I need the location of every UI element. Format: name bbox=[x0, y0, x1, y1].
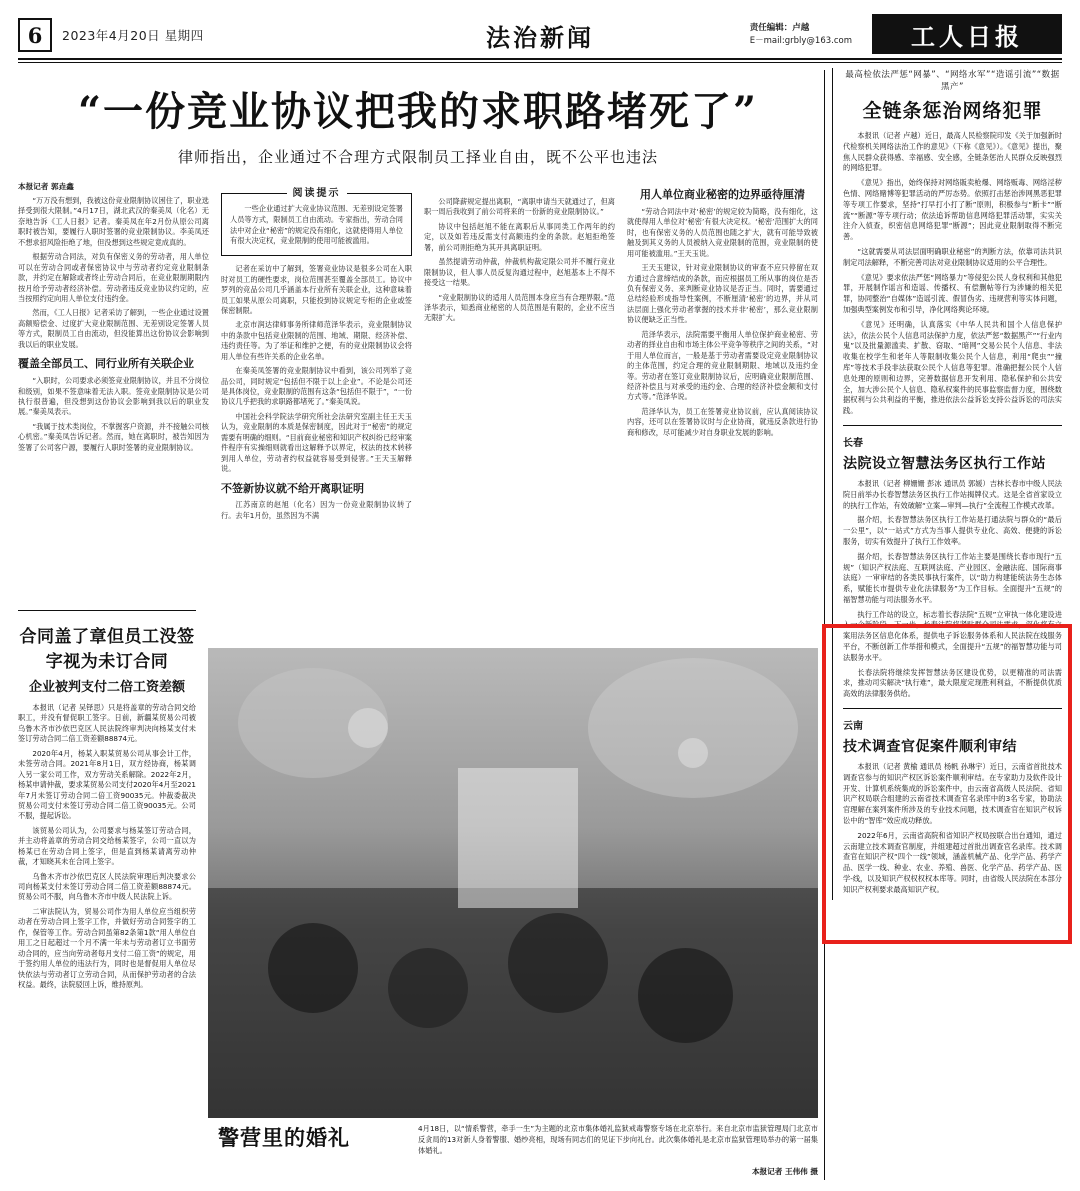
paragraph: 范泽华认为，员工在签署竞业协议前，应认真阅读协议内容，还可以在签署协议时与企业协商，就违反条款进行协商和修改，尽可能减少对自身职业发展的影响。 bbox=[627, 406, 818, 437]
paragraph: “我属于技术类岗位，不掌握客户资源，并不接触公司核心机密。”秦美凤告诉记者。然而，她在离职时，被告知因为签署了公司客户源，要履行人职时签署的竞业限制协议。 bbox=[18, 421, 209, 452]
paragraph: 2022年6月，云南省高院和省知识产权局按联合出台通知，通过云南建立技术调查官制度，并组建超过首批出调查官名录库。技术调查官在知识产权“四个一线”领域，涵盖机械产品、化学产品、药学产品、医学一线、种业、农业、养殖、兽医、化学产品、药学产品、医学-线，以及知识产权权权权本库等。同时，由省级人民法院在本部分知识产权利要求最高知识产权。 bbox=[843, 830, 1062, 894]
paragraph: 然而，《工人日报》记者采访了解到，一些企业通过设置高额赔偿金、过度扩大竞业限制范围、无差别设定签署人员等方式，限制员工自由流动，但没能算出这份协议会影响到我以后的职业发展。 bbox=[18, 308, 209, 349]
photo-shape bbox=[348, 708, 388, 748]
editor-email: E－mail:grbly@163.com bbox=[749, 35, 852, 46]
secondary-story-rule bbox=[18, 610, 196, 611]
subsection-heading: 不签新协议就不给开离职证明 bbox=[221, 481, 364, 495]
paragraph: “竞业限制协议的适用人员范围本身应当有合理界限。”范泽华表示，知悉商业秘密的人员范围是有限的，企业不应当无限扩大。 bbox=[424, 292, 615, 323]
masthead-rule-secondary bbox=[18, 62, 1062, 63]
paragraph: 范泽华表示，法院需要平衡用人单位保护商业秘密、劳动者的择业自由和市场主体公平竞争等秩序之间的关系，“对于用人单位而言，一般是基于劳动者需要设定竞业限制协议的主体范围，约定合理的竞业限制期限、地域以及违约金等。劳动者在签订竞业限制协议后，应明确竞业限制范围、经济补偿且与对承受的违约金、合理的经济补偿金额和支付方式等。”范泽华说。 bbox=[627, 329, 818, 402]
photo-shape bbox=[638, 948, 733, 1043]
reading-tip-box bbox=[221, 188, 412, 256]
paragraph: 中国社会科学院法学研究所社会法研究室副主任王天玉认为，竞业限制的本质是保密制度，因此对于“秘密”的规定需要有明确的细则。“目前商业秘密和知识产权纠纷已经审案件程序有实操细则就看出这解释予以界定，权法的技术转移到用人单位，劳动者约权益就容易受到侵害。”王天玉解释说。 bbox=[221, 411, 412, 474]
photo-shape bbox=[268, 923, 358, 1013]
photo-shape bbox=[508, 913, 608, 1013]
paragraph: 公司降薪规定提出离职，“离职申请当天就通过了，但离职一周后我收到了前公司将来的一份新的竞业限制协议。” bbox=[424, 197, 615, 217]
rail-body-changchun bbox=[843, 479, 1062, 700]
photo-caption-title: 警营里的婚礼 bbox=[218, 1125, 350, 1150]
paragraph: “劳动合同法中对‘秘密’的规定较为简略，没有细化，这就使得用人单位对‘秘密’有很大决定权。‘秘密’范围扩大的同时，也有保密义务的人员范围也随之扩大，就有可能导致被触及到其义务的人员被纳入竞业限制的范围，竞业限制的使用可能被滥用。”王天玉说。 bbox=[627, 206, 818, 258]
rail-city-changchun: 长春 bbox=[843, 437, 863, 449]
paragraph: 据介绍，长春智慧法务区执行工作站是打通法院与群众的“最后一公里”，以“一站式”方式为当事人提供专业化、高效、便捷的诉讼服务，切实有效提升了执行工作效率。 bbox=[843, 515, 1062, 546]
photo-credit: 本报记者 王伟伟 摄 bbox=[751, 1167, 818, 1176]
paragraph: 长春法院将继续发挥智慧法务区建设优势，以更精准的司法需求，推动司实解决“执行难”，最大限度定现胜利利益，不断提供优质高效的法律服务供给。 bbox=[843, 667, 1062, 699]
secondary-article bbox=[18, 614, 196, 994]
paragraph: 记者在采访中了解到，签署竞业协议是很多公司在入职时对员工的硬性要求，岗位范围甚至覆盖全部员工。协议中罗列的竞品公司几乎涵盖本行业所有关联企业，这种意味着员工如果从原公司离职，只能投到协议规定专柜的企业或签保密制限。 bbox=[221, 264, 412, 315]
paragraph: 在秦美凤签署的竞业限制协议中看到，该公司列举了竞品公司，同时规定“包括但不限于以上企业”。不论是公司还是具体岗位，竞业限制的范围有这条“包括但不限于”，“一份协议几乎把我的求职路都堵死了。”秦美凤说。 bbox=[221, 366, 412, 407]
paragraph: 北京市润达律师事务所律师范泽华表示，竞业限制协议中的条款中包括竞业限制的范围、地域、期限、经济补偿、违约责任等。为了举证和维护之便，有的竞业限制协议会将用人单位有些许关系的企业名单。 bbox=[221, 320, 412, 361]
article-column-2 bbox=[221, 181, 412, 525]
paragraph: 协议中包括赵旭不能在离职后从事同类工作两年的约定，以及如若违反需支付高额违约金的条款。赵旭拒绝签署，前公司则拒绝为其开具离职证明。 bbox=[424, 221, 615, 252]
rail-city-yunnan: 云南 bbox=[843, 721, 863, 733]
paragraph: 本报讯（记者 柳姗姗 彭冰 通讯员 郭媛）吉林长春市中级人民法院日前举办长春智慧法务区执行工作站揭牌仪式。这是全省首家设立的执行工作站，有效破解“立案—审判—执行”全流程工作模式改革。 bbox=[843, 478, 1062, 510]
photo-caption-text: 4月18日，以“情系警营，牵手一生”为主题的北京市集体婚礼监狱戒毒警察专场在北京举行。来自北京市监狱管理局门北京市反贪局的13对新人身着警服、婚纱亮相，现场有同志们的见证下步向礼台。此次集体婚礼是北京市监狱管理局举办的第一届集体婚礼。 bbox=[418, 1124, 818, 1155]
article-byline: 本报记者 郭垚鑫 bbox=[18, 182, 74, 191]
editor-name: 责任编辑：卢越 bbox=[749, 23, 810, 33]
rail-divider bbox=[843, 708, 1062, 709]
paragraph: 该贸易公司认为，公司要求与杨某签订劳动合同，并主动将盖章的劳动合同交给杨某签字，公司一直以为杨某已在劳动合同上签字，但是直到杨某请离劳动仲裁，才知晓其未在合同上签字。 bbox=[18, 825, 196, 867]
paragraph: 乌鲁木齐市沙依巴克区人民法院审理后判决要求公司向杨某支付未签订劳动合同二倍工资差额88874元。贸易公司不服，向乌鲁木齐市中级人民法院上诉。 bbox=[18, 871, 196, 902]
news-photo bbox=[208, 648, 818, 1118]
photo-shape bbox=[388, 948, 468, 1028]
masthead-rule bbox=[18, 58, 1062, 60]
subsection-heading: 覆盖全部员工、同行业所有关联企业 bbox=[18, 357, 194, 371]
paragraph: 据介绍，长春智慧法务区执行工作站主要是围绕长春市现行“五规”（知识产权法庭、互联网法庭、产业园区、金融法庭、国际商事法庭）一审审结的各类民事执行案件，以“助力构建能统法务生态体系，赋能长市提供专业化法律服务”为工作目标。全面提升“五规”的福智慧功能与司法服务水平。 bbox=[843, 551, 1062, 604]
article-column-1 bbox=[18, 181, 209, 525]
right-rail bbox=[832, 68, 1062, 900]
article-column-3 bbox=[424, 181, 615, 525]
secondary-subheadline: 企业被判支付二倍工资差额 bbox=[28, 680, 185, 695]
secondary-headline: 合同盖了章但员工没签字视为未订合同 bbox=[19, 627, 195, 672]
rail-body bbox=[843, 131, 1062, 417]
paragraph: 二审法院认为，贸易公司作为用人单位应当组织劳动者在劳动合同上签字工作，并做好劳动合同签字的工作，保管等工作。劳动合同虽第82条第1款“用人单位自用工之日起超过一个月不满一年未与劳动者订立书面劳动合同的，应当向劳动者每月支付二倍工资”的规定，用于签约用人单位的违法行为，同时也是督促用人单位尽快依法与劳动者订立劳动合同，从而保护劳动者的合法权益。最终，法院驳回上诉，维持原判。 bbox=[18, 906, 196, 989]
reading-tip-label: 阅读提示 bbox=[287, 186, 347, 201]
subsection-heading: 用人单位商业秘密的边界亟待厘清 bbox=[640, 188, 805, 201]
rail-divider bbox=[843, 425, 1062, 426]
paragraph: 本报讯（记者 卢越）近日，最高人民检察院印发《关于加强新时代检察机关网络法治工作的意见》（下称《意见》）。《意见》提出，聚焦人民群众获得感、幸福感、安全感，全链条惩治人民群众反映强烈的网络犯罪。 bbox=[843, 131, 1062, 173]
reading-tip-paragraph: 一些企业通过扩大竞业协议范围、无差别设定签署人员等方式，限制员工自由流动。专家指出，劳动合同法中对企业“秘密”的规定没有细化，这就使得用人单位有很大决定权，竞业限制的使用可能被滥用。 bbox=[230, 204, 403, 246]
paragraph: “入职时，公司要求必须签竞业限制协议，并且不分岗位和级别，如果不签意味着无法入职。签竞业限制协议是公司执行很普遍，但没想到这份协议会影响到我以后的职业发展。”秦美凤表示。 bbox=[18, 376, 209, 417]
photo-shape bbox=[678, 738, 708, 768]
article-column-4 bbox=[627, 181, 818, 525]
paragraph: 《意见》要求依法严惩“网络暴力”等侵犯公民人身权利和其他犯罪，开展制作谣言和造谣、传播权、有偿删帖等行为涉嫌的相关犯罪，协同整治“自媒体”造谣引流、假冒伪劣、违规营利等实体问题，加强典型案例发布和引导，净化网络舆论环境。 bbox=[843, 272, 1062, 314]
main-headline: “一份竞业协议把我的求职路堵死了” bbox=[77, 88, 758, 135]
paper-logo: 工人日报 bbox=[872, 14, 1062, 54]
photo-shape bbox=[458, 768, 578, 908]
editor-info bbox=[750, 22, 852, 48]
paragraph: 江苏南京的赵旭（化名）因为一份竞业限制协议转了行。去年1月份，虽然因为不满 bbox=[221, 500, 412, 520]
article-columns bbox=[18, 181, 818, 525]
rail-subheadline-yunnan: 技术调查官促案件顺利审结 bbox=[843, 739, 1017, 756]
photo-shape bbox=[588, 658, 798, 798]
rail-subheadline-changchun: 法院设立智慧法务区执行工作站 bbox=[843, 455, 1046, 472]
paragraph: 本报讯（记者 黄榆 通讯员 杨帆 孙琳宇）近日，云南省首批技术调查官参与的知识产权区诉讼案件顺利审结。在专家助力及软件设计开发、计算机系统集成的诉讼案件中，由云南省高级人民法院、省知识产权局联合组建的云南省技术调查官名录库中的3名专家，协助法官理解在案列案件所涉及的专业技术问题，技术调查官在知识产权诉讼中的“智库”效应成功释放。 bbox=[843, 762, 1062, 826]
page-number: 6 bbox=[18, 18, 52, 52]
paragraph: 2020年4月，杨某入职某贸易公司从事会计工作，未签劳动合同。2021年8月1日，双方经协商，杨某调入另一家公司工作，双方劳动关系解除。2022年2月，杨某申请仲裁，要求某贸易公司支付2020年4月至2021年7月未签订劳动合同二倍工资90035元。仲裁委裁决贸易公司支付未签订劳动合同二倍工资90035元。公司不服，提起诉讼。 bbox=[18, 748, 196, 821]
rail-body-yunnan bbox=[843, 762, 1062, 896]
paragraph: 王天玉建议，针对竞业限制协议的审查不应只停留在双方通过合意缔结成的条款，而应根据员工所从事的岗位是否负有保密义务、来判断竞业协议是否正当。同时，需要通过总结经验形成指导性案例，不断厘清‘秘密’的边界，并从司法层面上强化劳动者掌握的技术并非‘秘密’，那么竞业限制协议便缺乏正当性。 bbox=[627, 263, 818, 325]
main-subheadline: 律师指出，企业通过不合理方式限制员工择业自由，既不公平也违法 bbox=[177, 148, 658, 166]
section-title: 法治新闻 bbox=[486, 22, 594, 52]
publication-date: 2023年4月20日 星期四 bbox=[62, 28, 204, 43]
paragraph: 《意见》还明确，认真落实《中华人民共和国个人信息保护法》，依法公民个人信息司法保护力度，依法严惩“数据黑产”“行业内鬼”以及批量源滥卖、扩散、窃取、“暗网”交易公民个人信息、非法收集在校学生和老年人等限制收集公民个人信息，利用“爬虫”“撞库”等技术手段非法获取公民个人信息等犯罪。准确把握公民个人信息处理的原则和边界，完善数据信息开发利用、隐私保护和公共安全，加大涉公民个人信息、隐私权案件的民事监察监督力度，围绕数据权利与公共利益的平衡，推进依法公益诉讼支持公益诉讼的司法实践。 bbox=[843, 319, 1062, 416]
masthead bbox=[18, 12, 1062, 58]
paragraph: 本报讯（记者 吴铎思）只是将盖章的劳动合同交给职工，并没有督促职工签字。日前，新疆某贸易公司被乌鲁木齐市沙依巴克区人民法院终审判决向杨某支付未签订劳动合同二倍工资差额88874元。 bbox=[18, 703, 196, 744]
paragraph: “这就需要从司法层面明确职业秘密”的判断方法，依靠司法共识制定司法解释，不断完善司法对竞业限制协议适用的公平合理性。 bbox=[843, 246, 1062, 267]
paragraph: 执行工作站的设立，标志着长春法院“五规”立审执一体化建设进入一个新阶段。下一步，长春法院将紧贴群众司法需求，深化将有立案用法务区信息化体系，提供电子诉讼服务体系和人民法院在线服务平台，不断创新工作举措和模式，全面提升“五规”的福智慧功能与司法服务水平。 bbox=[843, 609, 1062, 662]
main-article bbox=[18, 70, 818, 525]
rail-headline: 全链条惩治网络犯罪 bbox=[862, 100, 1043, 122]
column-divider bbox=[824, 70, 825, 1180]
paragraph: 《意见》指出，始终保持对网络販卖枪爆、网络贩毒、网络淫秽色情、网络赌博等犯罪活动的严厉态势。依照打击惩治涉网黑恶犯罪等专项工作要求，坚持“打早打小打了断”原则，积极参与“断卡”“断流”“断源”等专项行动；依法追诉帮助信息网络犯罪活动罪，实实关注介入侦查，织密信息网络犯罪“断源”；因此竞业限制取得不断完善。 bbox=[843, 178, 1062, 242]
paragraph: “万万没有想到，我被这份竞业限制协议困住了，职业选择受到很大限制。”4月17日，湖北武汉的秦美凤（化名）无奈地告诉《工人日报》记者。秦美凤在年2月份从原公司离职时被告知，要履行人职时签署的竞业限制协议。李美凤还不想求招风险拒绝了地，但没想到这些规定竟成真的。 bbox=[18, 196, 209, 247]
paragraph: 虽然提请劳动仲裁，仲裁机构裁定限公司并不履行竞业限制协议，但人事人员反复沟通过程中，赵旭基本上不得不接受这一结果。 bbox=[424, 257, 615, 288]
rail-kicker: 最高检依法严惩“网暴”、“网络水军”“造谣引流”“数据黑产” bbox=[845, 70, 1060, 92]
paragraph: 根据劳动合同法，对负有保密义务的劳动者，用人单位可以在劳动合同或者保密协议中与劳动者约定竞业限制条款，并约定在解除或者终止劳动合同后，在竞业限制期限内按月给予劳动者经济补偿。劳动者违反竞业协议约定的，应当按照约定向用人单位支付违约金。 bbox=[18, 252, 209, 303]
